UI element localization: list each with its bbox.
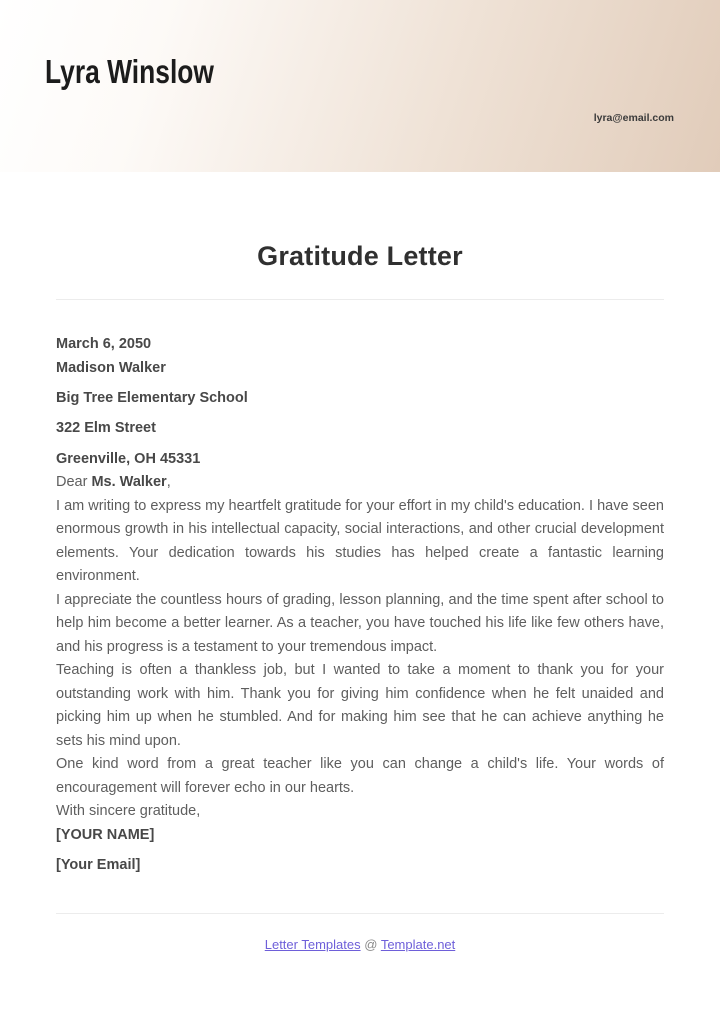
paragraph-2: I appreciate the countless hours of grading, lesson planning, and the time spent after school to help him become a better learner. As a teacher, you have touched his life like few others have, and his progress is a testament to your tremendous impact. bbox=[56, 591, 664, 655]
letterhead bbox=[0, 0, 720, 172]
sender-email: lyra@email.com bbox=[593, 112, 674, 124]
letter-content bbox=[56, 332, 664, 877]
at-separator: @ bbox=[364, 937, 378, 953]
recipient-city: Greenville, OH 45331 bbox=[56, 451, 201, 468]
recipient-organization: Big Tree Elementary School bbox=[56, 390, 248, 407]
paragraph-4: One kind word from a great teacher like you can change a child's life. Your words of encouragement will forever echo in our hearts. bbox=[56, 756, 664, 796]
document-title: Gratitude Letter bbox=[257, 241, 463, 271]
closing: With sincere gratitude, bbox=[56, 803, 201, 820]
title-divider bbox=[56, 299, 664, 300]
paragraph-1: I am writing to express my heartfelt gratitude for your effort in my child's education. I have seen enormous growth in his intellectual capacity, social interactions, and other crucial development elements. Your dedication towards his studies has helped create a fantastic learning environment. bbox=[56, 497, 664, 585]
sender-name: Lyra Winslow bbox=[45, 53, 214, 90]
signature-email-placeholder: [Your Email] bbox=[56, 856, 141, 873]
salutation bbox=[56, 471, 664, 495]
template-net-link[interactable]: Template.net bbox=[380, 937, 456, 953]
recipient-street: 322 Elm Street bbox=[56, 420, 156, 437]
letter-templates-link[interactable]: Letter Templates bbox=[264, 937, 361, 953]
signature-name-placeholder: [YOUR NAME] bbox=[56, 826, 155, 843]
letter-date: March 6, 2050 bbox=[56, 336, 152, 353]
recipient-name: Madison Walker bbox=[56, 360, 166, 377]
footer-divider bbox=[56, 913, 664, 914]
salutation-name: Ms. Walker bbox=[91, 474, 167, 491]
salutation-prefix: Dear bbox=[56, 474, 92, 491]
paragraph-3: Teaching is often a thankless job, but I wanted to take a moment to thank you for your outstanding work with him. Thank you for giving him confidence when he felt unaided and picking him up when he stumbled. And for making him see that he can achieve anything he sets his mind upon. bbox=[56, 662, 664, 749]
salutation-suffix: , bbox=[166, 474, 171, 491]
footer bbox=[0, 937, 720, 952]
